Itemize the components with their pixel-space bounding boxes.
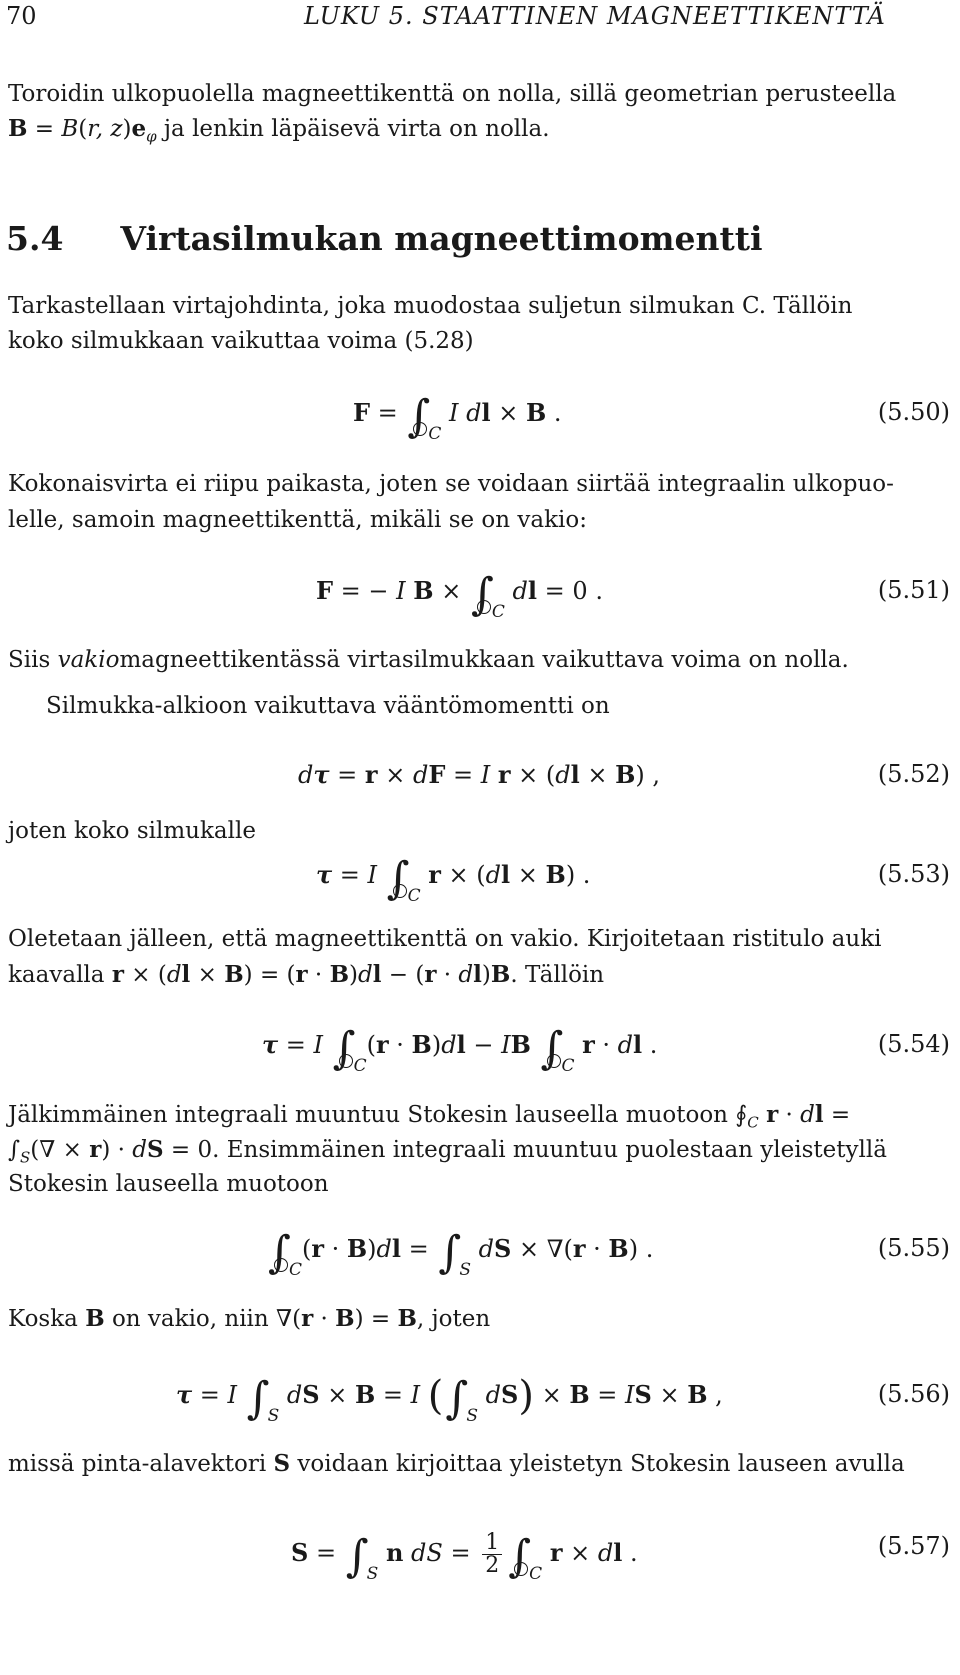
paragraph-4-line-1: Silmukka-alkioon vaikuttava vääntömomentti on (46, 693, 610, 719)
equation-number: (5.51) (877, 576, 950, 604)
paragraph-1-line-2: koko silmukkaan vaikuttaa voima (5.28) (8, 328, 474, 354)
page-number: 70 (6, 2, 37, 30)
equation-5-55: $\int_C(r \cdot B)dl = \int_S$ dS × ∇(r · B) . (268, 1227, 654, 1280)
section-title: Virtasilmukan magneettimomentti (120, 219, 763, 258)
intro-line-2: B = B(r, $z)e_\varphi$ ja lenkin läpäisevä virta on nolla. (8, 115, 550, 146)
equation-5-52: dτ = r × dF = I r × (dl × B) , (298, 760, 661, 789)
paragraph-7-line-2: $\int_S(\nabla \times r)$ · dS = 0. Ensimmäinen integraali muuntuu puolestaan yleistetyllä (8, 1136, 887, 1167)
equation-5-51: F = − I $B \times \int_C$ dl = 0 . (316, 569, 603, 622)
paragraph-8-line-1: Koska B on vakio, niin ∇(r · B) = B, joten (8, 1305, 491, 1332)
paragraph-1-line-1: Tarkastellaan virtajohdinta, joka muodostaa suljetun silmukan C. Tällöin (8, 293, 853, 319)
equation-5-57: $S = \int_S$ n dS = $\frac{1}{2}$ $\int_C$ r × dl . (291, 1530, 638, 1584)
section-number: 5.4 (6, 219, 64, 258)
paragraph-5-line-1: joten koko silmukalle (8, 818, 256, 844)
paragraph-7-line-1: Jälkimmäinen integraali muuntuu Stokesin lauseella muotoon $∮_C$ r · dl = (8, 1101, 851, 1132)
paragraph-6-line-2: kaavalla r × (dl × B) = (r · B)dl − (r · dl)B. Tällöin (8, 961, 605, 988)
paragraph-7-line-3: Stokesin lauseella muotoon (8, 1171, 329, 1197)
paragraph-9-line-1: missä pinta-alavektori S voidaan kirjoittaa yleistetyn Stokesin lauseen avulla (8, 1450, 905, 1477)
equation-5-54: τ = I $\int_C(r \cdot B)dl$ − IB $\int_C$ r · dl . (262, 1023, 658, 1076)
equation-5-50: $F = \int_C$ I dl × B . (353, 391, 562, 444)
equation-number: (5.50) (877, 398, 950, 426)
paragraph-3-line-1: Siis vakiomagneettikentässä virtasilmukkaan vaikuttava voima on nolla. (8, 647, 849, 673)
equation-number: (5.53) (877, 860, 950, 888)
equation-number: (5.52) (877, 760, 950, 788)
fraction-one-half: $\frac{1}{2}$ (482, 1532, 502, 1577)
equation-5-53: τ = I $\int_C$ r × (dl × B) . (316, 853, 591, 906)
equation-number: (5.55) (877, 1234, 950, 1262)
equation-number: (5.57) (877, 1532, 950, 1560)
running-header: LUKU 5. STAATTINEN MAGNEETTIKENTTÄ (304, 2, 886, 30)
paragraph-2-line-2: lelle, samoin magneettikenttä, mikäli se on vakio: (8, 507, 587, 533)
intro-line-1: Toroidin ulkopuolella magneettikenttä on nolla, sillä geometrian perusteella (8, 81, 897, 107)
paragraph-2-line-1: Kokonaisvirta ei riipu paikasta, joten se voidaan siirtää integraalin ulkopuo- (8, 471, 894, 497)
equation-number: (5.54) (877, 1030, 950, 1058)
section-heading (6, 219, 763, 258)
paragraph-6-line-1: Oletetaan jälleen, että magneettikenttä on vakio. Kirjoitetaan ristitulo auki (8, 926, 882, 952)
equation-number: (5.56) (877, 1380, 950, 1408)
equation-5-56: τ = I $\int_S$ dS × B = I ($\int_S$ dS) × B = IS × B , (176, 1373, 723, 1426)
